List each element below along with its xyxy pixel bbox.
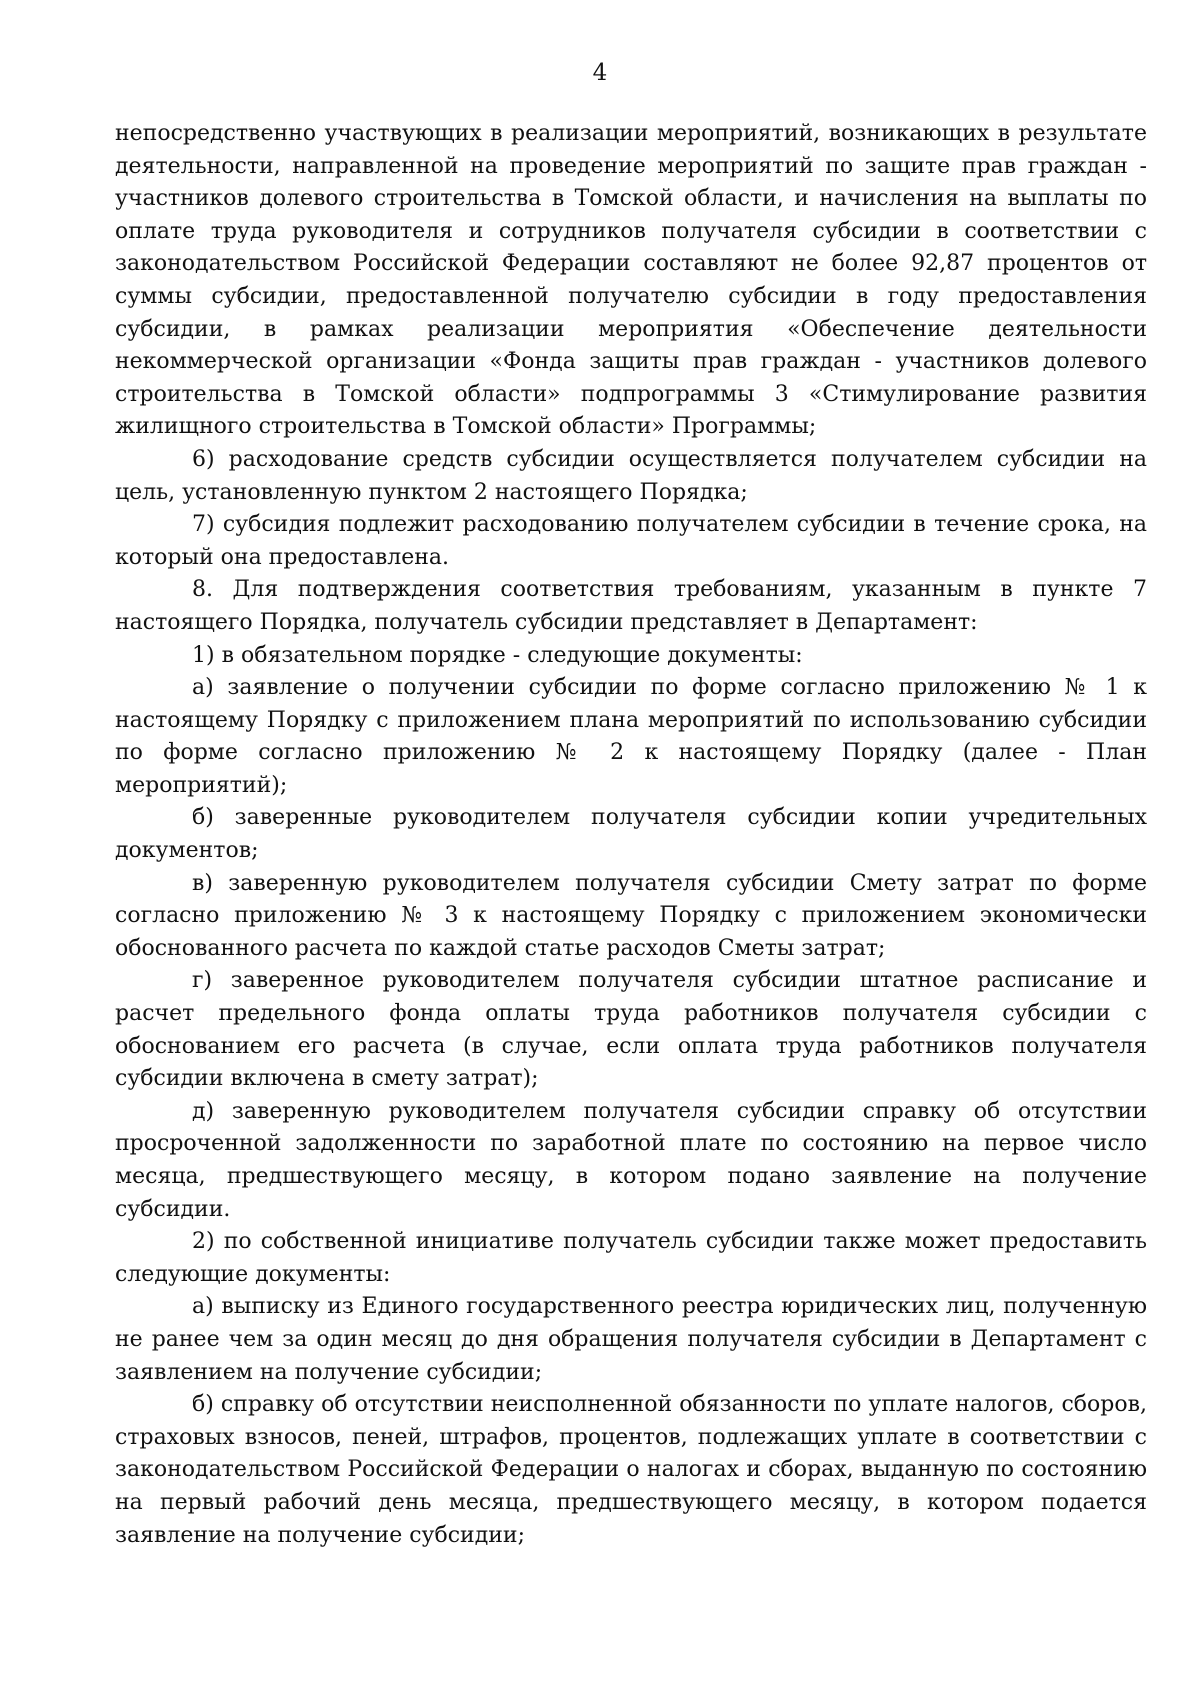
paragraph-subitem-1d: д) заверенную руководителем получателя субсидии справку об отсутствии просроченной задолженности по заработной плате по состоянию на первое число месяца, предшествующего месяцу, в котором подано заявление на получение субсидии.: [115, 1098, 1147, 1222]
paragraph-subitem-1a: а) заявление о получении субсидии по форме согласно приложению № 1 к настоящему Порядку с приложением плана мероприятий по использованию субсидии по форме согласно приложению № 2 к настоящему Порядку (далее - План мероприятий);: [115, 675, 1147, 798]
paragraph-subitem-1v: в) заверенную руководителем получателя субсидии Смету затрат по форме согласно приложению № 3 к настоящему Порядку с приложением экономически обоснованного расчета по каждой статье расходов Сметы затрат;: [115, 870, 1147, 961]
paragraph-subitem-1: 1) в обязательном порядке - следующие документы:: [192, 642, 803, 668]
paragraph-continuation: непосредственно участвующих в реализации мероприятий, возникающих в результате деятельности, направленной на проведение мероприятий по защите прав граждан - участников долевого строительства в Томской области, и начисления на выплаты по оплате труда руководителя и сотрудников получателя субсидии в соответствии с законодательством Российской Федерации составляют не более 92,87 процентов от суммы субсидии, предоставленной получателю субсидии в году предоставления субсидии, в рамках реализации мероприятия «Обеспечение деятельности некоммерческой организации «Фонда защиты прав граждан - участников долевого строительства в Томской области» подпрограммы 3 «Стимулирование развития жилищного строительства в Томской области» Программы;: [115, 121, 1147, 440]
paragraph-section-8: 8. Для подтверждения соответствия требованиям, указанным в пункте 7 настоящего Порядка, получатель субсидии представляет в Департамент:: [115, 577, 1147, 635]
paragraph-subitem-2: 2) по собственной инициативе получатель субсидии также может предоставить следующие документы:: [115, 1229, 1147, 1287]
paragraph-item-6: 6) расходование средств субсидии осуществляется получателем субсидии на цель, установленную пунктом 2 настоящего Порядка;: [115, 446, 1147, 505]
page-number: 4: [592, 60, 608, 86]
paragraph-subitem-2a: а) выписку из Единого государственного реестра юридических лиц, полученную не ранее чем за один месяц до дня обращения получателя субсидии в Департамент с заявлением на получение субсидии;: [115, 1294, 1147, 1385]
paragraph-item-7: 7) субсидия подлежит расходованию получателем субсидии в течение срока, на который она предоставлена.: [115, 512, 1147, 570]
paragraph-subitem-2b: б) справку об отсутствии неисполненной обязанности по уплате налогов, сборов, страховых взносов, пеней, штрафов, процентов, подлежащих уплате в соответствии с законодательством Российской Федерации о налогах и сборах, выданную по состоянию на первый рабочий день месяца, предшествующего месяцу, в котором подается заявление на получение субсидии;: [115, 1392, 1147, 1548]
paragraph-subitem-1g: г) заверенное руководителем получателя субсидии штатное расписание и расчет предельного фонда оплаты труда работников получателя субсидии с обоснованием его расчета (в случае, если оплата труда работников получателя субсидии включена в смету затрат);: [115, 968, 1147, 1092]
paragraph-subitem-1b: б) заверенные руководителем получателя субсидии копии учредительных документов;: [115, 805, 1147, 864]
document-body: [115, 118, 1147, 1552]
